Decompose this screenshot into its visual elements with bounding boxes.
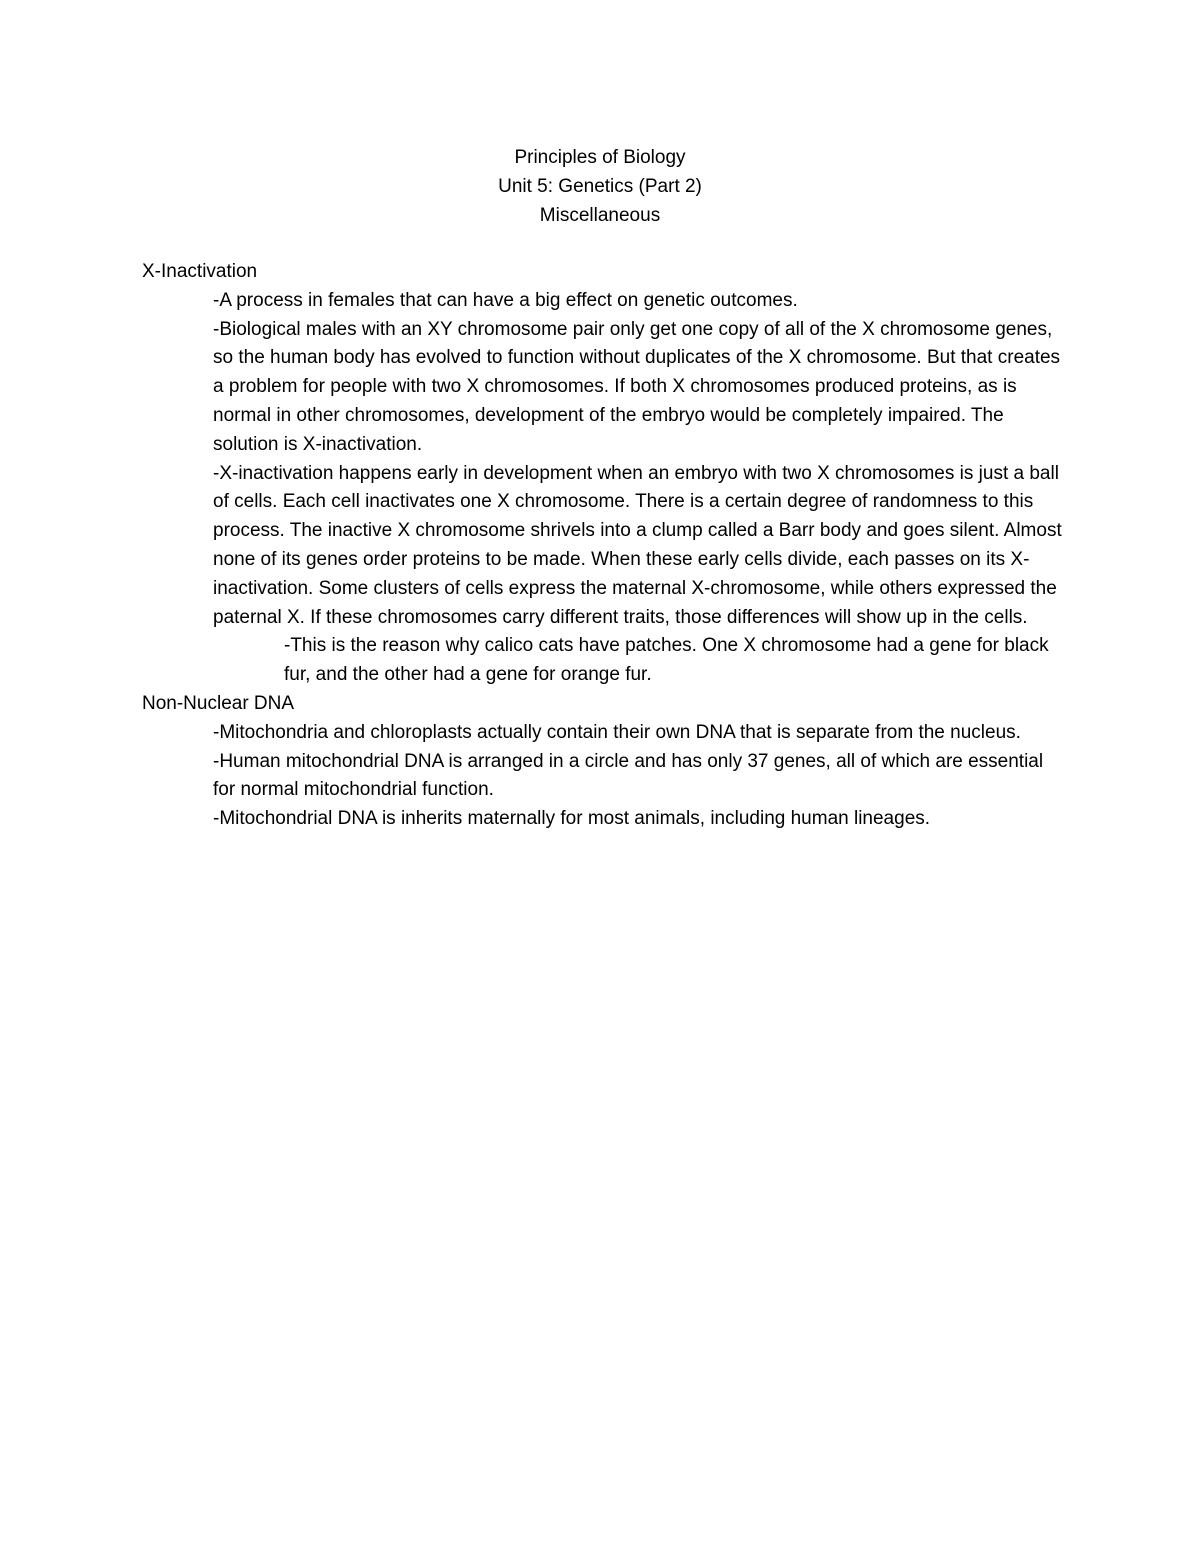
unit-title: Unit 5: Genetics (Part 2) [498, 176, 702, 197]
section-heading: X-Inactivation [142, 261, 258, 282]
section-heading: Non-Nuclear DNA [142, 692, 295, 714]
section-x-inactivation [142, 258, 1062, 690]
document-title-block [0, 143, 1200, 230]
course-title: Principles of Biology [514, 147, 686, 168]
section-non-nuclear-dna [142, 690, 1062, 834]
bullet-paragraph: -Mitochondrial DNA is inherits maternally for most animals, including human lineages. [213, 808, 931, 830]
bullet-paragraph: -Mitochondria and chloroplasts actually contain their own DNA that is separate from the nucleus. [213, 721, 1021, 743]
sub-bullet-paragraph: -This is the reason why calico cats have patches. One X chromosome had a gene for black fur, and the other had a gene for orange fur. [284, 635, 1049, 686]
topic-title: Miscellaneous [539, 205, 661, 226]
bullet-paragraph: -X-inactivation happens early in development when an embryo with two X chromosomes is just a ball of cells. Each cell inactivates one X chromosome. There is a certain degree of randomness to this process. The inactive X chromosome shrivels into a clump called a Barr body and goes silent. Almost none of its genes order proteins to be made. When these early cells divide, each passes on its X-inactivation. Some clusters of cells express the maternal X-chromosome, while others expressed the paternal X. If these chromosomes carry different traits, those differences will show up in the cells. [213, 462, 1062, 628]
bullet-paragraph: -Biological males with an XY chromosome pair only get one copy of all of the X chromosome genes, so the human body has evolved to function without duplicates of the X chromosome. But that creates a problem for people with two X chromosomes. If both X chromosomes produced proteins, as is normal in other chromosomes, development of the embryo would be completely impaired. The solution is X-inactivation. [213, 318, 1061, 455]
bullet-paragraph: -Human mitochondrial DNA is arranged in a circle and has only 37 genes, all of which are essential for normal mitochondrial function. [213, 750, 1044, 801]
bullet-paragraph: -A process in females that can have a big effect on genetic outcomes. [213, 289, 798, 311]
document-body [142, 258, 1062, 834]
